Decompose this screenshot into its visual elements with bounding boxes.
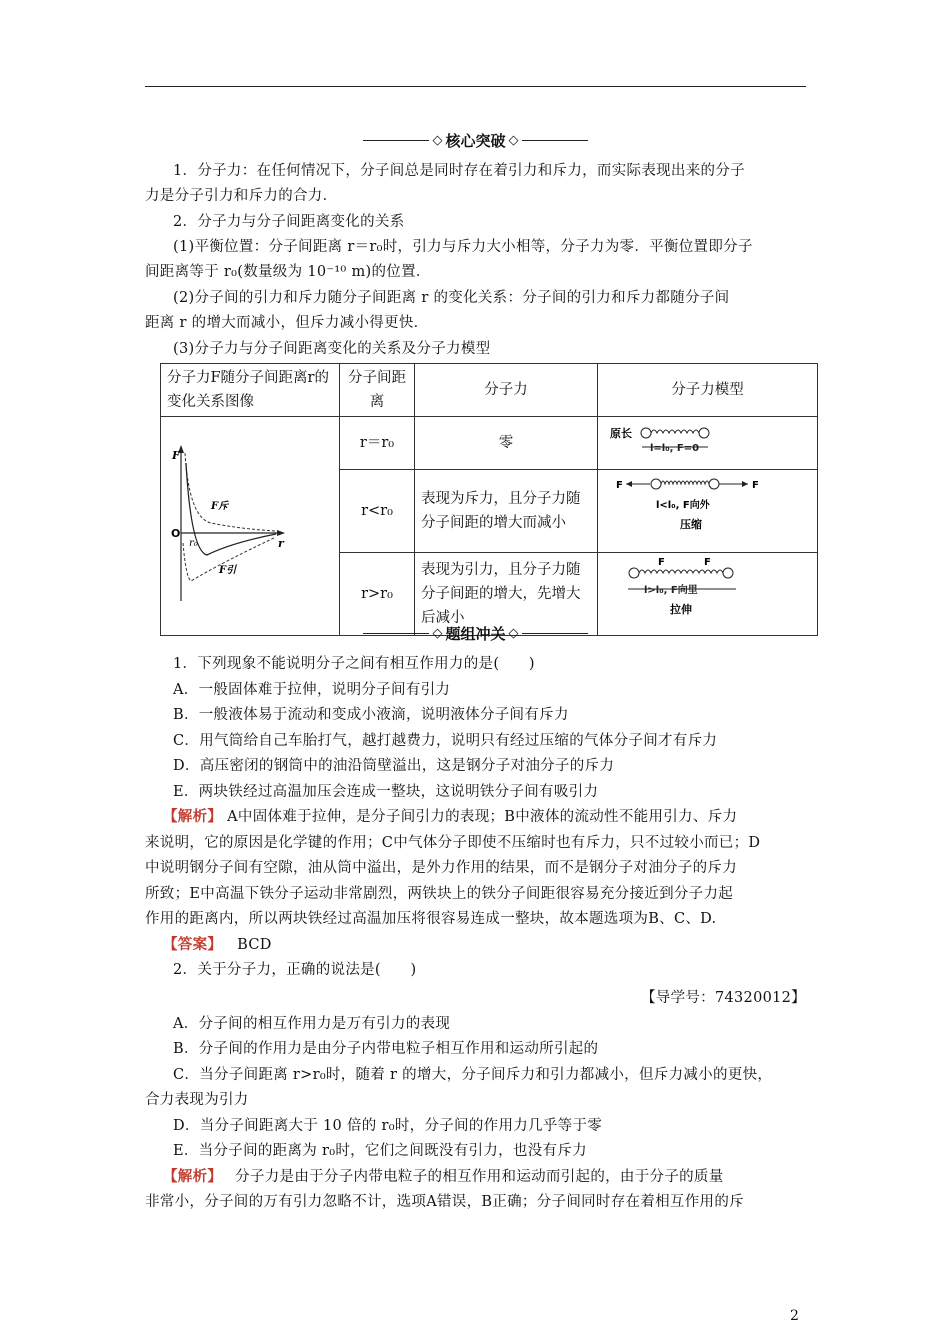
model-compress [598, 470, 818, 553]
core-paragraph-4-cont: 距离 r 的增大而减小，但斥力减小得更快． [145, 315, 429, 331]
q2-option-c-cont: 合力表现为引力 [145, 1092, 249, 1108]
q1-option-a: A．一般固体难于拉伸，说明分子间有引力 [173, 682, 451, 698]
table-header-model: 分子力模型 [598, 364, 818, 417]
q1-answer-tag: 【答案】 [163, 936, 223, 953]
force-graph-cell [161, 417, 340, 636]
core-paragraph-3-cont: 间距离等于 r₀(数量级为 10⁻¹⁰ m)的位置． [145, 264, 431, 280]
q2-analysis-line-2: 非常小，分子间的万有引力忽略不计，选项A错误，B正确；分子间同时存在着相互作用的斥 [145, 1194, 744, 1210]
q2-analysis-line-1: 【解析】 分子力是由于分子内带电粒子的相互作用和运动而引起的，由于分子的质量 [163, 1168, 724, 1185]
distance-equal: r＝r₀ [340, 417, 415, 470]
core-paragraph-5: (3)分子力与分子间距离变化的关系及分子力模型 [173, 341, 491, 357]
core-paragraph-1-cont: 力是分子引力和斥力的合力． [145, 188, 338, 204]
spring-stretched-diagram [598, 553, 788, 627]
q2-analysis-tag: 【解析】 [163, 1168, 223, 1185]
graph-repulsion-label: F斥 [211, 501, 229, 512]
distance-less: r<r₀ [340, 470, 415, 553]
model-natural-label: 原长 [610, 427, 632, 440]
model-stretch-caption: 拉伸 [670, 603, 692, 616]
force-zero: 零 [415, 417, 598, 470]
force-repulsive: 表现为斥力，且分子力随分子间距的增大而减小 [415, 470, 598, 553]
graph-x-label: r [278, 537, 284, 550]
force-distance-graph [161, 423, 339, 621]
q2-option-d: D．当分子间距离大于 10 倍的 r₀时，分子间的作用力几乎等于零 [173, 1118, 603, 1134]
q1-analysis-line-3: 中说明钢分子间有空隙，油从筒中溢出，是外力作用的结果，而不是钢分子对油分子的斥力 [145, 860, 737, 876]
graph-y-label: F [172, 449, 180, 462]
table-header-graph: 分子力F随分子间距离r的变化关系图像 [161, 364, 340, 417]
core-paragraph-1: 1．分子力：在任何情况下，分子间总是同时存在着引力和斥力，而实际表现出来的分子 [173, 163, 745, 179]
model-stretch-force-left: F [658, 557, 665, 568]
q1-option-c: C．用气筒给自己车胎打气，越打越费力，说明只有经过压缩的气体分子间才有斥力 [173, 733, 718, 749]
force-attractive: 表现为引力，且分子力随分子间距的增大，先增大后减小 [415, 553, 598, 636]
section-title-practice: 题组冲关 [445, 624, 506, 643]
section-heading-core: ◇ 核心突破 ◇ [145, 128, 806, 152]
q1-analysis-tag: 【解析】 [163, 808, 223, 825]
spring-natural-diagram [598, 417, 788, 461]
q1-analysis-line-4: 所致；E中高温下铁分子运动非常剧烈，两铁块上的铁分子间距很容易充分接近到分子力起 [145, 886, 734, 902]
table-header-distance: 分子间距离 [340, 364, 415, 417]
q1-option-d: D．高压密闭的钢筒中的油沿筒壁溢出，这是钢分子对油分子的斥力 [173, 758, 615, 774]
q1-analysis-line-1: 【解析】 A中固体难于拉伸，是分子间引力的表现；B中液体的流动性不能用引力、斥力 [163, 808, 738, 825]
q1-stem: 1．下列现象不能说明分子之间有相互作用力的是( ) [173, 656, 535, 672]
q2-option-a: A．分子间的相互作用力是万有引力的表现 [173, 1016, 451, 1032]
q1-answer [145, 933, 824, 958]
q2-guide-number: 【导学号：74320012】 [640, 990, 806, 1006]
q1-option-e: E．两块铁经过高温加压会连成一整块，这说明铁分子间有吸引力 [173, 784, 599, 800]
model-compress-force-left: F [616, 480, 623, 491]
q1-answer-value: BCD [237, 937, 272, 953]
spring-compressed-diagram [598, 470, 788, 544]
q2-stem: 2．关于分子力，正确的说法是( ) [173, 962, 417, 978]
page-number: 2 [790, 1308, 799, 1324]
graph-attraction-label: F引 [219, 565, 237, 576]
model-stretch-force-right: F [704, 557, 711, 568]
q1-analysis-line-5: 作用的距离内，所以两块铁经过高温加压将很容易连成一整块，故本题选项为B、C、D. [145, 911, 717, 927]
model-compress-caption: 压缩 [680, 518, 702, 531]
model-compress-cond: l<l₀, F向外 [656, 500, 710, 511]
model-compress-force-right: F [752, 480, 759, 491]
section-title-core: 核心突破 [445, 131, 506, 150]
core-paragraph-3: (1)平衡位置：分子间距离 r＝r₀时，引力与斥力大小相等，分子力为零．平衡位置即分子 [173, 239, 753, 255]
q2-option-b: B．分子间的作用力是由分子内带电粒子相互作用和运动所引起的 [173, 1041, 599, 1057]
graph-origin-label: O [171, 527, 181, 540]
model-natural [598, 417, 818, 470]
q1-analysis-line-2: 来说明，它的原因是化学键的作用；C中气体分子即使不压缩时也有斥力，只不过较小而已；D [145, 835, 761, 851]
molecular-force-table [160, 363, 818, 636]
table-header-force: 分子力 [415, 364, 598, 417]
q2-option-e: E．当分子间的距离为 r₀时，它们之间既没有引力，也没有斥力 [173, 1143, 587, 1159]
header-rule [145, 86, 806, 87]
distance-greater: r>r₀ [340, 553, 415, 636]
core-paragraph-4: (2)分子间的引力和斥力随分子间距离 r 的变化关系：分子间的引力和斥力都随分子间 [173, 290, 730, 306]
q1-option-b: B．一般液体易于流动和变成小液滴，说明液体分子间有斥力 [173, 707, 569, 723]
section-heading-practice: ◇ 题组冲关 ◇ [145, 621, 806, 645]
model-natural-cond: l=l₀, F=0 [650, 443, 700, 454]
q2-option-c: C．当分子间距离 r>r₀时，随着 r 的增大，分子间斥力和引力都减小，但斥力减小的更快， [173, 1067, 773, 1083]
graph-r0-label: r₀ [189, 538, 198, 549]
model-stretch-cond: l>l₀, F向里 [644, 585, 698, 596]
core-paragraph-2: 2．分子力与分子间距离变化的关系 [173, 214, 405, 230]
